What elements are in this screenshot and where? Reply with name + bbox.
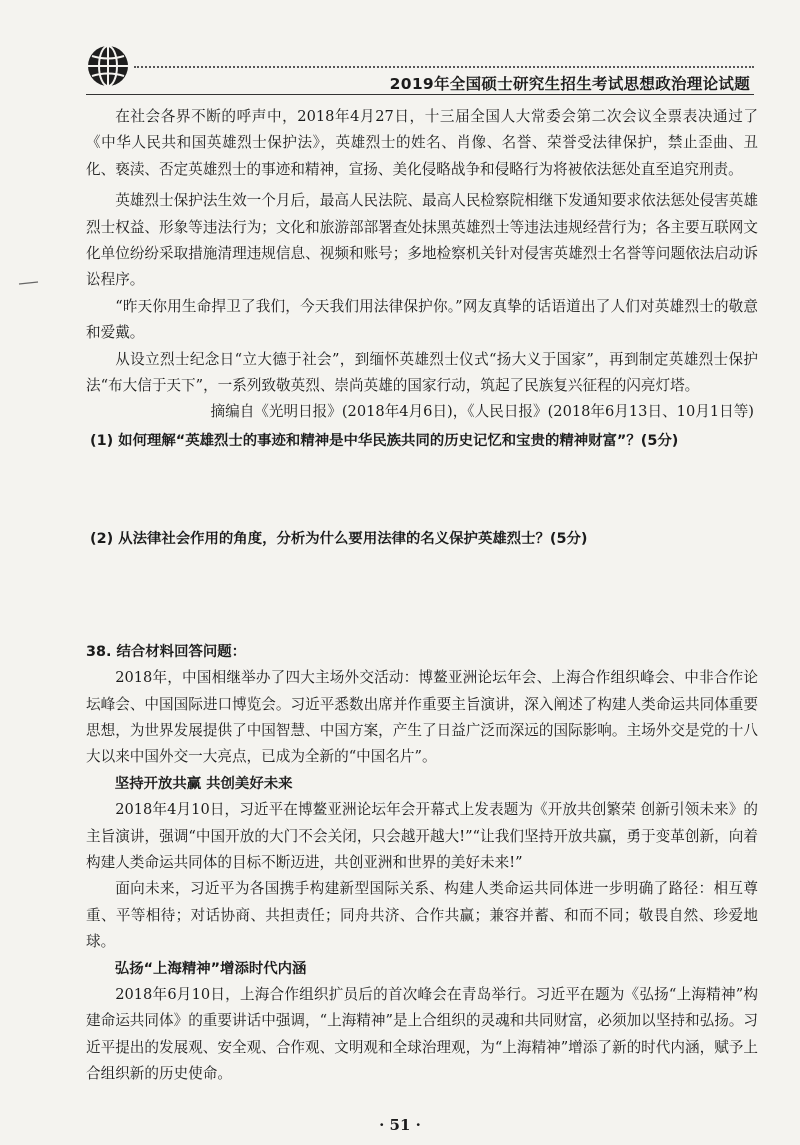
- section-paragraph: 2018年6月10日，上海合作组织扩员后的首次峰会在青岛举行。习近平在题为《弘扬“上海精神”构建命运共同体》的重要讲话中强调，“上海精神”是上合组织的灵魂和共同财富，必须加以坚持和弘扬。习近平提出的发展观、安全观、合作观、文明观和全球治理观，为“上海精神”增添了新的时代内涵，赋予上合组织新的历史使命。: [86, 985, 758, 1083]
- q38-intro: 2018年，中国相继举办了四大主场外交活动：博鳌亚洲论坛年会、上海合作组织峰会、中非合作论坛峰会、中国国际进口博览会。习近平悉数出席并作重要主旨演讲，深入阐述了构建人类命运共同体重要思想，为世界发展提供了中国智慧、中国方案，产生了日益广泛而深远的国际影响。主场外交是党的十八大以来中国外交一大亮点，已成为全新的“中国名片”。: [86, 669, 758, 766]
- question-1: (1) 如何理解“英雄烈士的事迹和精神是中华民族共同的历史记忆和宝贵的精神财富”？(5分): [90, 432, 679, 449]
- question-2: (2) 从法律社会作用的角度，分析为什么要用法律的名义保护英雄烈士？(5分): [90, 531, 588, 548]
- margin-scribble: [18, 280, 40, 286]
- globe-icon: [86, 44, 130, 88]
- header-dotted-rule: [134, 66, 754, 68]
- header-rule: [86, 94, 754, 95]
- section-title: 弘扬“上海精神”增添时代内涵: [114, 960, 307, 977]
- material-source: 摘编自《光明日报》(2018年4月6日)，《人民日报》(2018年6月13日、10月1日等): [210, 403, 754, 421]
- material-paragraph: 在社会各界不断的呼声中，2018年4月27日，十三届全国人大常委会第二次会议全票表决通过了《中华人民共和国英雄烈士保护法》，英雄烈士的姓名、肖像、名誉、荣誉受法律保护，禁止歪曲、丑化、亵渎、否定英雄烈士的事迹和精神，宣扬、美化侵略战争和侵略行为将被依法惩处直至追究刑责。: [86, 108, 758, 178]
- material-paragraph: “昨天你用生命捍卫了我们，今天我们用法律保护你。”网友真挚的话语道出了人们对英雄烈士的敬意和爱戴。: [86, 297, 758, 342]
- page-header: [0, 0, 800, 100]
- exam-title: 2019年全国硕士研究生招生考试思想政治理论试题: [389, 75, 750, 93]
- page-number: · 51 ·: [379, 1116, 421, 1134]
- section-title: 坚持开放共赢 共创美好未来: [114, 775, 293, 792]
- material-paragraph: 英雄烈士保护法生效一个月后，最高人民法院、最高人民检察院相继下发通知要求依法惩处侵害英雄烈士权益、形象等违法行为；文化和旅游部部署查处抹黑英雄烈士等违法违规经营行为；各主要互联网文化单位纷纷采取措施清理违规信息、视频和账号；多地检察机关针对侵害英雄烈士名誉等问题依法启动诉讼程序。: [86, 192, 758, 289]
- section-paragraph: 2018年4月10日，习近平在博鳌亚洲论坛年会开幕式上发表题为《开放共创繁荣 创新引领未来》的主旨演讲，强调“中国开放的大门不会关闭，只会越开越大!”“让我们坚持开放共赢，勇于变革创新，向着构建人类命运共同体的目标不断迈进，共创亚洲和世界的美好未来!”: [86, 801, 758, 871]
- section-paragraph: 面向未来，习近平为各国携手构建新型国际关系、构建人类命运共同体进一步明确了路径：相互尊重、平等相待；对话协商、共担责任；同舟共济、合作共赢；兼容并蓄、和而不同；敬畏自然、珍爱地球。: [86, 880, 758, 951]
- material-paragraph: 从设立烈士纪念日“立大德于社会”，到缅怀英雄烈士仪式“扬大义于国家”，再到制定英雄烈士保护法“布大信于天下”，一系列致敬英烈、崇尚英雄的国家行动，筑起了民族复兴征程的闪亮灯塔。: [86, 350, 758, 395]
- page-content: [86, 104, 758, 1088]
- question-38-heading: 38. 结合材料回答问题：: [86, 643, 247, 660]
